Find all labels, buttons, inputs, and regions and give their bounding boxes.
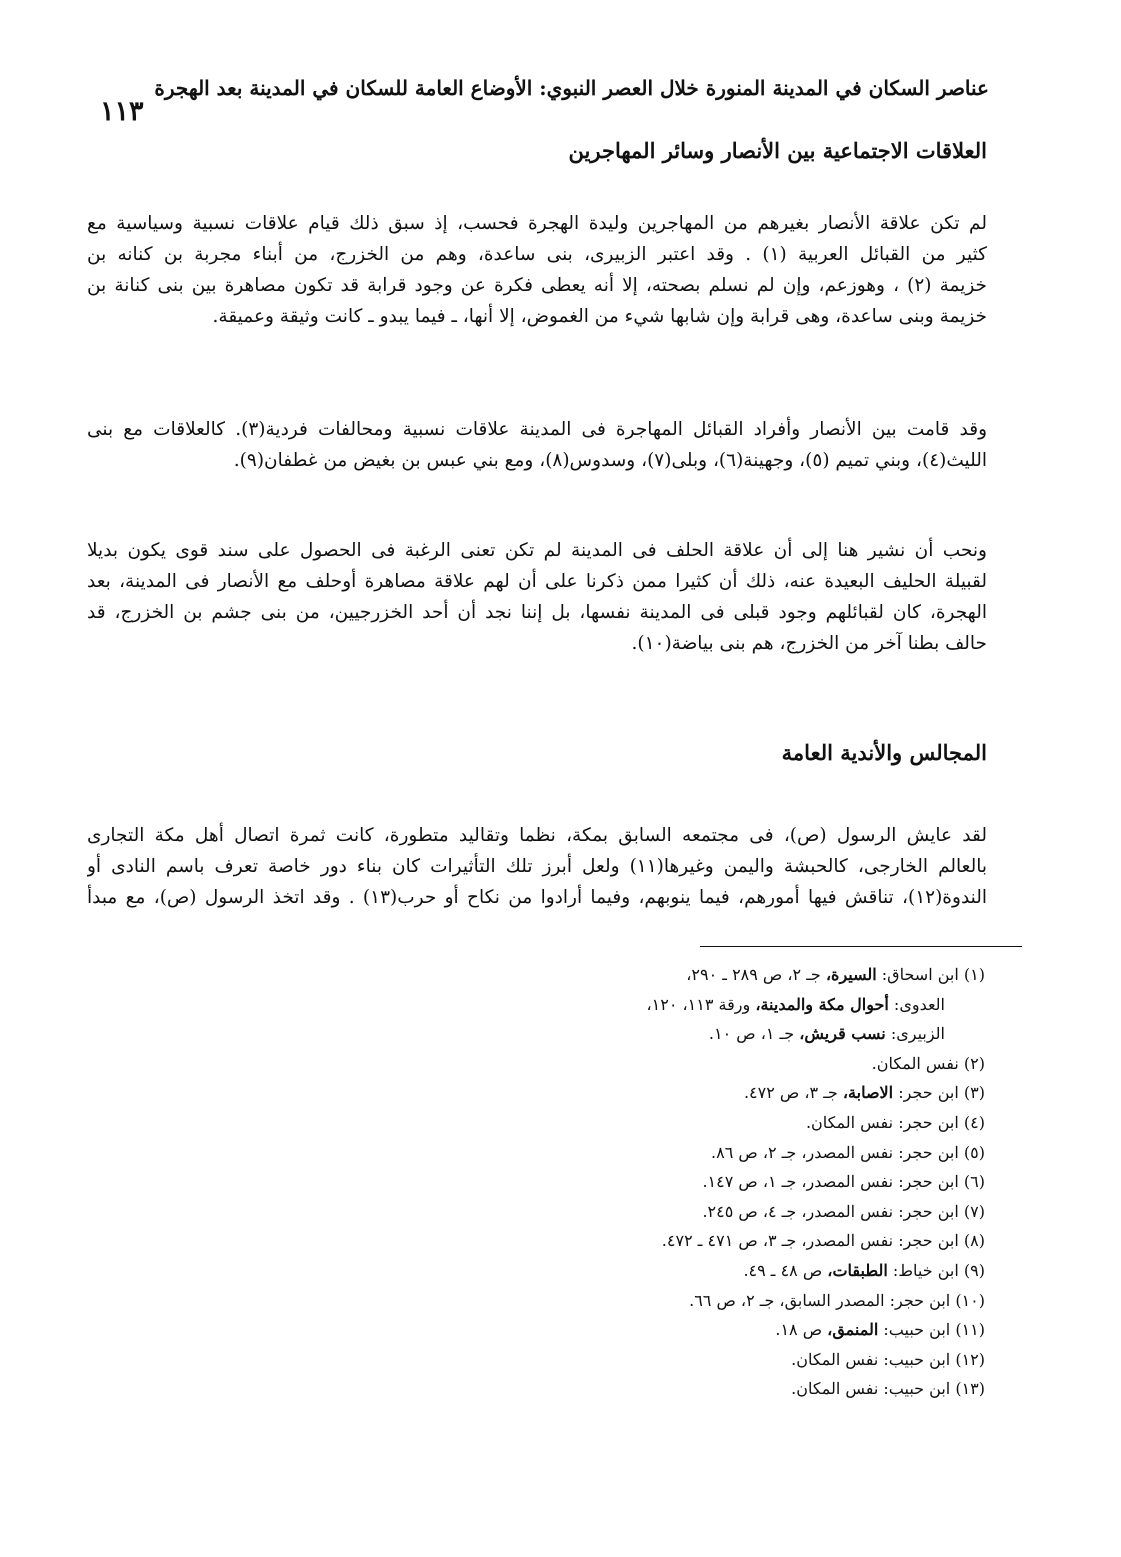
paragraph-line: الهجرة، كان لقبائلهم وجود قبلى فى المدينة نفسها، بل إننا نجد أن أحد الخزرجيين، من بنى جشم بن الخزرج، قد — [87, 602, 987, 623]
section-heading: العلاقات الاجتماعية بين الأنصار وسائر المهاجرين — [568, 138, 987, 163]
page-number: ١١٣ — [100, 96, 144, 127]
paragraph-line: خزيمة (٢) ، وهوزعم، وإن لم نسلم بصحته، إلا أنه يعطى فكرة عن وجود قرابة قد تكون مصاهرة بين بنى كنانة بن — [87, 275, 987, 296]
footnote: (١٠) ابن حجر: المصدر السابق، جـ ٢، ص ٦٦. — [689, 1290, 985, 1310]
footnote: (٤) ابن حجر: نفس المكان. — [805, 1112, 985, 1132]
paragraph-line: بالعالم الخارجى، كالحبشة واليمن وغيرها(١١) ولعل أبرز تلك التأثيرات كان بناء دور خاصة تعرف باسم النادى أو — [87, 856, 987, 877]
paragraph-line: الندوة(١٢)، تناقش فيها أمورهم، فيما ينوبهم، وفيما أرادوا من نكاح أو حرب(١٣) . وقد اتخذ الرسول (ص)، مع مبدأ — [87, 887, 987, 908]
footnote: (١١) ابن حبيب: المنمق، ص ١٨. — [775, 1320, 985, 1340]
footnote: (٢) نفس المكان. — [871, 1053, 985, 1073]
paragraph — [87, 535, 987, 659]
running-head: عناصر السكان في المدينة المنورة خلال العصر النبوي: الأوضاع العامة للسكان في المدينة بعد الهجرة — [154, 76, 989, 100]
paragraph — [87, 820, 987, 913]
paragraph-line: لم تكن علاقة الأنصار بغيرهم من المهاجرين وليدة الهجرة فحسب، إذ سبق ذلك قيام علاقات نسبية وسياسية مع — [87, 213, 987, 234]
footnote: (١٣) ابن حبيب: نفس المكان. — [791, 1379, 985, 1399]
footnotes — [385, 960, 985, 1404]
footnote: (١٢) ابن حبيب: نفس المكان. — [791, 1349, 985, 1369]
paragraph-line: الليث(٤)، وبني تميم (٥)، وجهينة(٦)، وبلى(٧)، وسدوس(٨)، ومع بني عبس بن بغيض من غطفان(٩). — [233, 450, 987, 471]
footnote: (٨) ابن حجر: نفس المصدر، جـ ٣، ص ٤٧١ ـ ٤٧٢. — [661, 1231, 985, 1251]
footnote: العدوى: أحوال مكة والمدينة، ورقة ١١٣، ١٢٠، — [646, 994, 945, 1014]
paragraph-line: حالف بطنا آخر من الخزرج، هم بنى بياضة(١٠). — [631, 633, 987, 654]
footnote: (٣) ابن حجر: الاصابة، جـ ٣، ص ٤٧٢. — [743, 1083, 985, 1103]
footnote-separator — [700, 946, 1022, 947]
paragraph-line: كثير من القبائل العربية (١) . وقد اعتبر الزبيرى، بنى ساعدة، وهم من الخزرج، من أبناء مجربة بن كنانه بن — [87, 244, 987, 265]
paragraph-line: ونحب أن نشير هنا إلى أن علاقة الحلف فى المدينة لم تكن تعنى الرغبة فى الحصول على سند قوى يكون بديلا — [87, 540, 987, 561]
footnote: الزبيرى: نسب قريش، جـ ١، ص ١٠. — [708, 1024, 945, 1044]
footnote: (٩) ابن خياط: الطبقات، ص ٤٨ ـ ٤٩. — [743, 1260, 985, 1280]
footnote: (٦) ابن حجر: نفس المصدر، جـ ١، ص ١٤٧. — [702, 1172, 985, 1192]
paragraph-line: خزيمة وبنى ساعدة، وهى قرابة وإن شابها شيء من الغموض، إلا أنها، ـ فيما يبدو ـ كانت وثيقة وعميقة. — [212, 306, 987, 327]
paragraph-line: لقد عايش الرسول (ص)، فى مجتمعه السابق بمكة، نظما وتقاليد متطورة، كانت ثمرة اتصال أهل مكة التجارى — [87, 825, 987, 846]
footnote: (٧) ابن حجر: نفس المصدر، جـ ٤، ص ٢٤٥. — [702, 1201, 985, 1221]
paragraph — [87, 414, 987, 476]
paragraph-line: وقد قامت بين الأنصار وأفراد القبائل المهاجرة فى المدينة علاقات نسبية ومحالفات فردية(٣). كالعلاقات مع بنى — [87, 419, 987, 440]
section-heading: المجالس والأندية العامة — [781, 740, 987, 765]
paragraph-line: لقبيلة الحليف البعيدة عنه، ذلك أن كثيرا ممن ذكرنا على أن لهم علاقة مصاهرة أوحلف مع الأنصار فى المدينة، بعد — [87, 571, 987, 592]
footnote: (١) ابن اسحاق: السيرة، جـ ٢، ص ٢٨٩ ـ ٢٩٠، — [686, 965, 985, 984]
footnote: (٥) ابن حجر: نفس المصدر، جـ ٢، ص ٨٦. — [711, 1142, 985, 1162]
paragraph — [87, 208, 987, 332]
